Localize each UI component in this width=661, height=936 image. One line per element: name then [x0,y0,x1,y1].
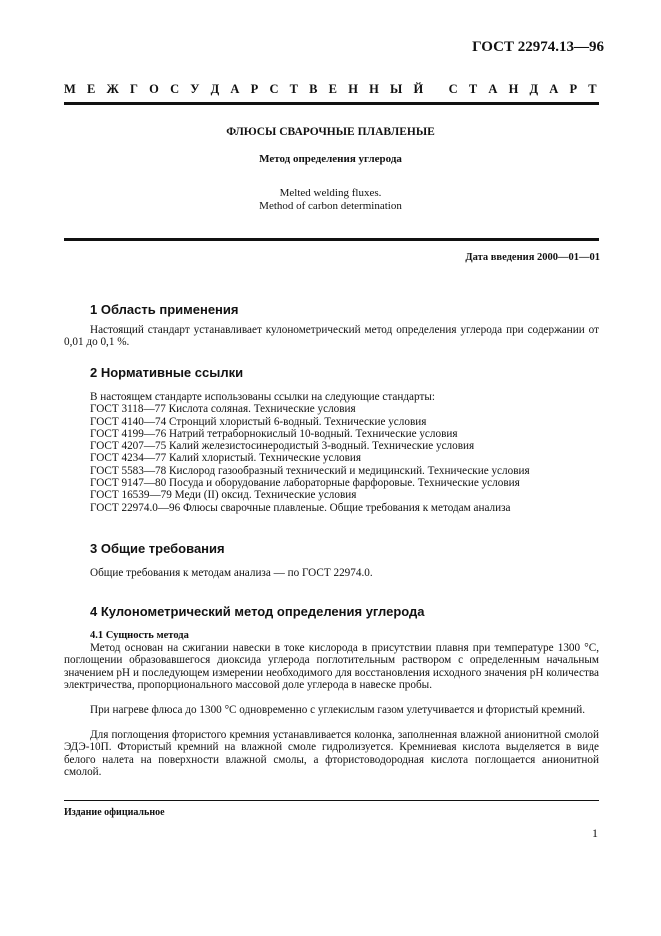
references-intro: В настоящем стандарте использованы ссылки на следующие стандарты: [90,391,435,403]
banner-letter: А [549,82,559,96]
section-4-paragraph-2: При нагреве флюса до 1300 °С одновременно с углекислым газом улетучивается и фтористый кремний. [90,704,586,716]
english-title-line1: Melted welding fluxes. [279,187,382,199]
section-4-paragraph-3: Для поглощения фтористого кремния устанавливается колонка, заполненная влажной анионитной смолой ЭДЭ-10П. Фтористый кремний на влажной смоле гидролизуется. Кремниевая кислота выделяется в виде белого налета на поверхности влажной смолы, а фтористоводородная кислота поглощается анионитной смолой. [64,729,599,778]
document-code: ГОСТ 22974.13—96 [472,39,604,55]
banner-letter: У [190,82,200,96]
banner-letter: Г [130,82,138,96]
references-list [90,391,530,514]
reference-item: ГОСТ 22974.0—96 Флюсы сварочные плавленые. Общие требования к методам анализа [90,501,511,514]
banner-letter: Й [413,82,424,96]
banner-letter: Ы [390,82,403,96]
section-1-heading: 1 Область применения [90,302,239,317]
footer-rule [64,800,599,801]
banner-letter: А [488,82,498,96]
banner-letter: Ж [106,82,119,96]
header-rule [64,102,599,105]
banner-letter: Р [250,82,259,96]
banner-letter: Т [468,82,478,96]
title-rule [64,238,599,241]
banner-letter: Н [369,82,379,96]
section-2-heading: 2 Нормативные ссылки [90,365,244,380]
edition-note: Издание официальное [64,807,165,818]
document-title: ФЛЮСЫ СВАРОЧНЫЕ ПЛАВЛЕНЫЕ [226,126,435,138]
banner-letter: Е [86,82,96,96]
reference-item: ГОСТ 4207—75 Калий железистосинеродистый 3-водный. Технические условия [90,440,475,453]
subsection-4-1-heading: 4.1 Сущность метода [90,630,189,641]
section-3-heading: 3 Общие требования [90,541,225,556]
banner-gap [434,82,437,97]
banner-letter: В [309,82,318,96]
banner-letter: Д [529,82,539,96]
reference-item: ГОСТ 9147—80 Посуда и оборудование лабораторные фарфоровые. Технические условия [90,477,520,490]
banner-letter: Т [289,82,298,96]
banner-letter: С [269,82,279,96]
banner-letter: Т [588,82,597,96]
section-1-text: Настоящий стандарт устанавливает кулонометрический метод определения углерода при содержании от 0,01 до 0,1 %. [64,324,599,349]
banner-letter: Е [328,82,338,96]
banner-letter: С [448,82,458,96]
reference-item: ГОСТ 4234—77 Калий хлористый. Технические условия [90,452,362,465]
banner-letter: М [64,82,76,96]
page-number: 1 [592,826,598,840]
english-title-line2: Method of carbon determination [259,200,402,212]
banner-letter: А [230,82,240,96]
banner-letter: Р [569,82,578,96]
reference-item: ГОСТ 5583—78 Кислород газообразный технический и медицинский. Технические условия [90,464,530,477]
reference-item: ГОСТ 3118—77 Кислота соляная. Технические условия [90,403,356,416]
section-3-text: Общие требования к методам анализа — по ГОСТ 22974.0. [90,567,373,579]
reference-item: ГОСТ 16539—79 Меди (II) оксид. Технические условия [90,489,357,502]
section-4-heading: 4 Кулонометрический метод определения углерода [90,604,425,619]
banner-letter: Д [210,82,220,96]
banner-letter: С [170,82,180,96]
banner-letter: О [149,82,159,96]
document-subtitle: Метод определения углерода [259,153,402,165]
interstate-standard-banner [64,82,597,97]
section-4-paragraph-1: Метод основан на сжигании навески в токе кислорода в присутствии плавня при температуре 1300 °С, поглощении образовавшегося диоксида углерода поглотительным раствором с определенным начальным значением pH и последующем измерении необходимого для восстановления исходного значения pH количества электричества, пропорционального массовой доле углерода в навеске пробы. [64,642,599,691]
reference-item: ГОСТ 4199—76 Натрий тетраборнокислый 10-водный. Технические условия [90,427,458,440]
banner-letter: Н [508,82,519,96]
reference-item: ГОСТ 4140—74 Стронций хлористый 6-водный. Технические условия [90,415,427,428]
banner-letter: Н [348,82,358,96]
effective-date: Дата введения 2000—01—01 [465,252,600,263]
